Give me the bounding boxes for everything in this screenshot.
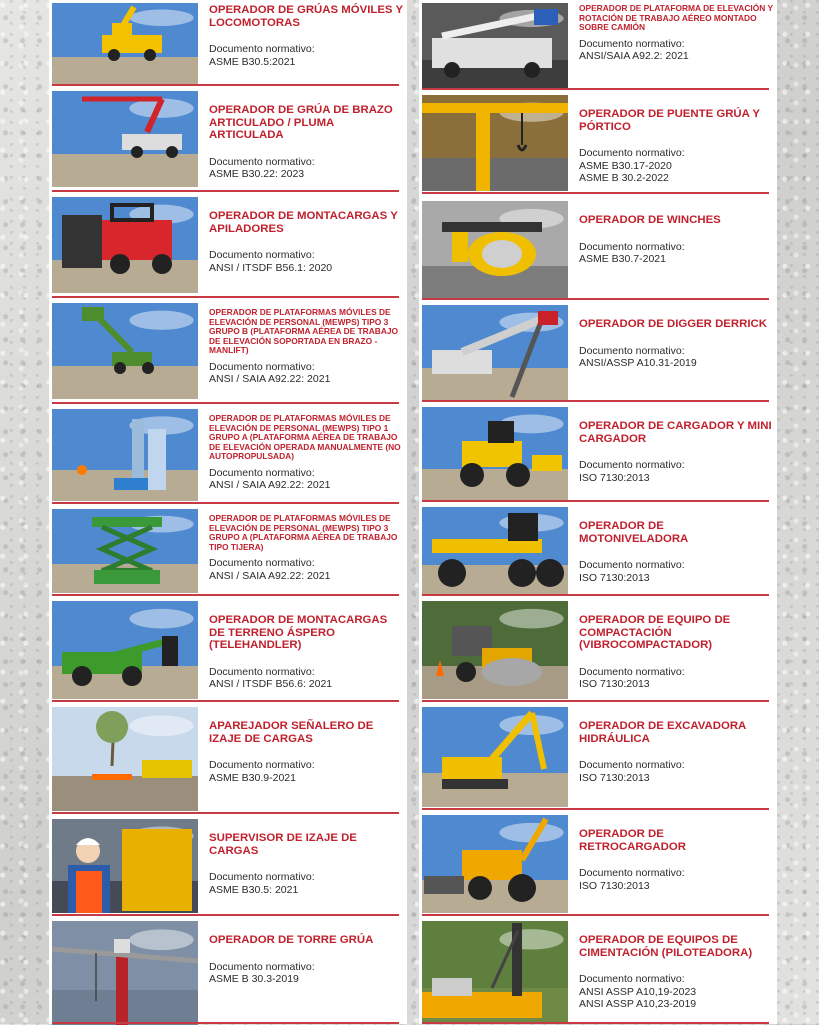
card-info <box>209 414 403 492</box>
certification-card[interactable] <box>419 504 777 596</box>
document-label: Documento normativo: <box>579 973 685 986</box>
document-label: Documento normativo: <box>209 360 315 373</box>
certification-card[interactable] <box>49 88 407 192</box>
certification-card[interactable] <box>49 918 407 1024</box>
backhoe-loader-icon <box>422 815 568 913</box>
digger-derrick-icon <box>422 305 568 401</box>
card-title: OPERADOR DE CARGADOR Y MINI CARGADOR <box>579 420 772 445</box>
standard-code: ANSI/ASSP A10.31-2019 <box>579 357 697 370</box>
standard-code: ANSI / SAIA A92.22: 2021 <box>209 479 331 492</box>
standard-code: ANSI / ITSDF B56.6: 2021 <box>209 678 333 691</box>
supervisor-icon <box>52 819 198 913</box>
document-label: Documento normativo: <box>579 240 685 253</box>
standard-code: ISO 7130:2013 <box>579 571 650 584</box>
card-divider <box>422 192 769 194</box>
telehandler-icon <box>52 601 198 699</box>
motor-grader-icon <box>422 507 568 595</box>
piling-rig-icon <box>422 921 568 1023</box>
document-label: Documento normativo: <box>579 759 685 772</box>
standard-code: ASME B30.9-2021 <box>209 771 296 784</box>
mast-lift-icon <box>52 409 198 501</box>
certification-card[interactable] <box>419 302 777 402</box>
excavator-icon <box>422 707 568 807</box>
document-label: Documento normativo: <box>209 155 315 168</box>
forklift-icon <box>52 197 198 293</box>
card-info <box>209 514 403 582</box>
card-title: OPERADOR DE PLATAFORMAS MÓVILES DE ELEVACIÓN DE PERSONAL (MEWPS) TIPO 3 GRUPO A (PLATAFORMA AÉREA DE TRABAJO TIPO TIJERA) <box>209 513 398 552</box>
card-title: OPERADOR DE WINCHES <box>579 214 721 226</box>
standard-code: ANSI ASSP A10,19-2023 <box>579 985 697 998</box>
card-info <box>209 104 403 181</box>
standard-code: ASME B30.5: 2021 <box>209 883 299 896</box>
boom-lift-icon <box>52 303 198 399</box>
card-title: OPERADOR DE DIGGER DERRICK <box>579 318 767 330</box>
document-label: Documento normativo: <box>579 559 685 572</box>
certification-card[interactable] <box>49 816 407 916</box>
winch-icon <box>422 201 568 299</box>
card-title: OPERADOR DE TORRE GRÚA <box>209 934 374 946</box>
card-title: OPERADOR DE EXCAVADORA HIDRÁULICA <box>579 720 746 745</box>
certification-card[interactable] <box>419 598 777 702</box>
standard-code: ANSI/SAIA A92.2: 2021 <box>579 50 689 63</box>
document-label: Documento normativo: <box>579 344 685 357</box>
certification-card[interactable] <box>419 198 777 300</box>
card-info <box>579 828 773 892</box>
card-info <box>579 108 773 185</box>
certification-card[interactable] <box>49 406 407 504</box>
certification-card[interactable] <box>419 92 777 194</box>
standard-code: ASME B 30.3-2019 <box>209 973 299 986</box>
standard-code: ANSI / SAIA A92.22: 2021 <box>209 569 331 582</box>
card-title: OPERADOR DE RETROCARGADOR <box>579 828 686 853</box>
card-title: OPERADOR DE GRÚAS MÓVILES Y LOCOMOTORAS <box>209 4 403 29</box>
standard-code: ASME B30.7-2021 <box>579 253 666 266</box>
document-label: Documento normativo: <box>579 867 685 880</box>
card-divider <box>52 594 399 596</box>
card-title: OPERADOR DE MONTACARGAS DE TERRENO ÁSPERO (TELEHANDLER) <box>209 614 388 652</box>
certification-card[interactable] <box>49 300 407 404</box>
card-info <box>209 614 403 691</box>
rigging-yard-icon <box>52 707 198 811</box>
card-divider <box>422 808 769 810</box>
card-info <box>579 614 773 691</box>
document-label: Documento normativo: <box>209 249 315 262</box>
card-divider <box>52 812 399 814</box>
standard-code: ISO 7130:2013 <box>579 771 650 784</box>
standard-code: ASME B30.17-2020 <box>579 159 672 172</box>
standard-code: ASME B30.22: 2023 <box>209 168 305 181</box>
certification-card[interactable] <box>419 404 777 502</box>
card-title: OPERADOR DE MOTONIVELADORA <box>579 520 689 545</box>
wheel-loader-icon <box>422 407 568 501</box>
card-title: OPERADOR DE GRÚA DE BRAZO ARTICULADO / PLUMA ARTICULADA <box>209 104 393 142</box>
card-divider <box>422 700 769 702</box>
card-divider <box>422 500 769 502</box>
card-divider <box>422 400 769 402</box>
certification-card[interactable] <box>419 704 777 810</box>
document-label: Documento normativo: <box>209 759 315 772</box>
card-info <box>209 4 403 68</box>
certification-card[interactable] <box>419 0 777 90</box>
card-divider <box>52 502 399 504</box>
card-divider <box>52 914 399 916</box>
document-label: Documento normativo: <box>579 147 685 160</box>
card-title: OPERADOR DE EQUIPOS DE CIMENTACIÓN (PILOTEADORA) <box>579 934 753 959</box>
card-info <box>579 4 773 63</box>
card-divider <box>52 190 399 192</box>
knuckle-boom-crane-icon <box>52 91 198 187</box>
right-column <box>419 0 777 1024</box>
card-info <box>209 308 403 386</box>
card-info <box>209 210 403 274</box>
card-info <box>579 214 773 266</box>
card-title: OPERADOR DE PLATAFORMA DE ELEVACIÓN Y ROTACIÓN DE TRABAJO AÉREO MONTADO SOBRE CAMIÓN <box>579 3 773 33</box>
standard-code-secondary: ASME B 30.2-2022 <box>579 172 669 185</box>
card-divider <box>422 88 769 90</box>
tower-crane-icon <box>52 921 198 1025</box>
document-label: Documento normativo: <box>209 960 315 973</box>
card-title: OPERADOR DE EQUIPO DE COMPACTACIÓN (VIBROCOMPACTADOR) <box>579 614 731 652</box>
document-label: Documento normativo: <box>579 459 685 472</box>
document-label: Documento normativo: <box>209 43 315 56</box>
card-info <box>579 420 773 484</box>
card-info <box>579 318 773 370</box>
certification-card[interactable] <box>49 704 407 814</box>
card-divider <box>422 594 769 596</box>
card-info <box>209 934 403 986</box>
certification-card[interactable] <box>49 194 407 298</box>
card-info <box>579 520 773 584</box>
document-label: Documento normativo: <box>579 37 685 50</box>
card-divider <box>52 402 399 404</box>
roller-compactor-icon <box>422 601 568 699</box>
card-divider <box>52 296 399 298</box>
card-info <box>579 720 773 784</box>
card-divider <box>422 914 769 916</box>
certification-card[interactable] <box>49 506 407 596</box>
document-label: Documento normativo: <box>209 871 315 884</box>
overhead-crane-icon <box>422 95 568 191</box>
standard-code: ANSI / ITSDF B56.1: 2020 <box>209 261 333 274</box>
certification-card[interactable] <box>419 812 777 916</box>
document-label: Documento normativo: <box>209 665 315 678</box>
truck-mounted-platform-icon <box>422 3 568 89</box>
certification-card[interactable] <box>419 918 777 1024</box>
standard-code-secondary: ANSI ASSP A10,23-2019 <box>579 998 697 1011</box>
standard-code: ISO 7130:2013 <box>579 471 650 484</box>
card-title: OPERADOR DE PUENTE GRÚA Y PÓRTICO <box>579 108 760 133</box>
card-title: SUPERVISOR DE IZAJE DE CARGAS <box>209 832 357 857</box>
card-title: OPERADOR DE PLATAFORMAS MÓVILES DE ELEVACIÓN DE PERSONAL (MEWPS) TIPO 3 GRUPO B (PLATAFORMA AÉREA DE TRABAJO DE ELEVACIÓN SOPORTADA EN BRAZO - MANLIFT) <box>209 307 399 356</box>
document-label: Documento normativo: <box>209 557 315 570</box>
card-title: APAREJADOR SEÑALERO DE IZAJE DE CARGAS <box>209 720 374 745</box>
standard-code: ISO 7130:2013 <box>579 678 650 691</box>
standard-code: ANSI / SAIA A92.22: 2021 <box>209 373 331 386</box>
card-info <box>209 720 403 784</box>
card-title: OPERADOR DE MONTACARGAS Y APILADORES <box>209 210 398 235</box>
certification-card[interactable] <box>49 598 407 702</box>
standard-code: ISO 7130:2013 <box>579 879 650 892</box>
card-info <box>579 934 773 1011</box>
left-column <box>49 0 407 1024</box>
card-divider <box>52 700 399 702</box>
document-label: Documento normativo: <box>209 466 315 479</box>
mobile-crane-icon <box>52 3 198 85</box>
certification-card[interactable] <box>49 0 407 86</box>
scissor-lift-icon <box>52 509 198 593</box>
document-label: Documento normativo: <box>579 665 685 678</box>
standard-code: ASME B30.5:2021 <box>209 55 296 68</box>
card-divider <box>52 84 399 86</box>
card-title: OPERADOR DE PLATAFORMAS MÓVILES DE ELEVACIÓN DE PERSONAL (MEWPS) TIPO 1 GRUPO A (PLATAFORMA AÉREA DE TRABAJO DE ELEVACIÓN OPERADA MANUALMENTE (NO AUTOPROPULSADA) <box>209 413 401 462</box>
card-info <box>209 832 403 896</box>
card-divider <box>422 298 769 300</box>
